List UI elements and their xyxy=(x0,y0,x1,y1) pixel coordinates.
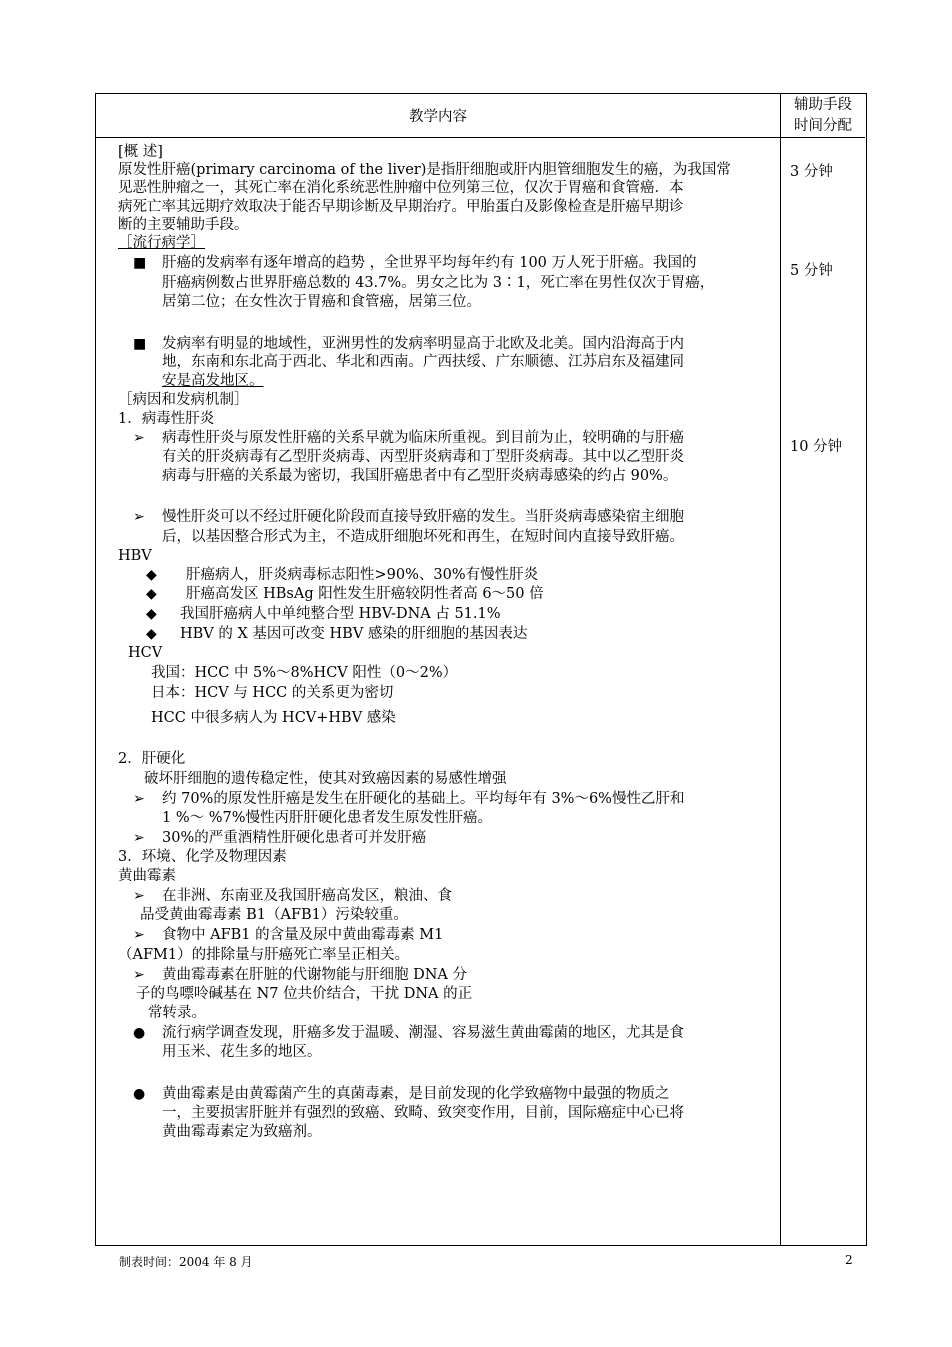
arrow-bullet-icon: ➢ xyxy=(133,830,145,846)
text-line: 地，东南和东北高于西北、华北和西南。广西扶绥、广东顺德、江苏启东及福建同 xyxy=(162,354,684,370)
arrow-bullet-icon: ➢ xyxy=(133,888,145,904)
footer-date: 制表时间：2004 年 8 月 xyxy=(119,1255,253,1269)
text-line: 肝癌高发区 HBsAg 阳性发生肝癌较阴性者高 6～50 倍 xyxy=(186,586,544,602)
text-line: 流行病学调查发现，肝癌多发于温暖、潮湿、容易滋生黄曲霉菌的地区，尤其是食 xyxy=(162,1025,684,1041)
arrow-bullet-icon: ➢ xyxy=(133,430,145,446)
text-line: 我国肝癌病人中单纯整合型 HBV-DNA 占 51.1% xyxy=(180,606,501,622)
content-header-label: 教学内容 xyxy=(409,109,467,125)
diamond-bullet-icon: ◆ xyxy=(146,567,157,583)
section-heading: ［病因和发病机制］ xyxy=(118,392,249,408)
dot-bullet-icon: ● xyxy=(133,1086,146,1102)
text-line: [概 述] xyxy=(118,144,163,160)
side-header xyxy=(781,94,865,138)
label-line: HCV xyxy=(128,645,163,661)
text-line: 肝癌病例数占世界肝癌总数的 43.7%。男女之比为 3∶1，死亡率在男性仅次于胃癌， xyxy=(162,275,715,291)
text-line: 病毒与肝癌的关系最为密切，我国肝癌患者中有乙型肝炎病毒感染的约占 90%。 xyxy=(162,468,678,484)
text-line: 肝癌病人，肝炎病毒标志阳性>90%、30%有慢性肝炎 xyxy=(186,567,539,583)
text-line: 用玉米、花生多的地区。 xyxy=(162,1044,322,1060)
side-header-label-2: 时间分配 xyxy=(794,118,852,134)
text-line: 病毒性肝炎与原发性肝癌的关系早就为临床所重视。到目前为止，较明确的与肝癌 xyxy=(162,430,684,446)
text-line: 黄曲霉毒素定为致癌剂。 xyxy=(162,1124,322,1140)
text-line: 我国：HCC 中 5%～8%HCV 阳性（0～2%） xyxy=(151,665,458,681)
text-line: 常转录。 xyxy=(148,1005,206,1021)
page-number: 2 xyxy=(845,1253,853,1267)
time-cell xyxy=(781,138,866,1245)
diamond-bullet-icon: ◆ xyxy=(146,586,157,602)
text-line: 居第二位；在女性次于胃癌和食管癌，居第三位。 xyxy=(162,294,481,310)
time-allocation: 5 分钟 xyxy=(790,263,833,279)
label-line: HBV xyxy=(118,548,152,564)
square-bullet-icon: ■ xyxy=(133,255,147,271)
dot-bullet-icon: ● xyxy=(133,1025,146,1041)
text-line: 黄曲霉素是由黄霉菌产生的真菌毒素，是目前发现的化学致癌物中最强的物质之 xyxy=(162,1086,670,1102)
text-line: 原发性肝癌(primary carcinoma of the liver)是指肝细胞或肝内胆管细胞发生的癌，为我国常 xyxy=(118,162,731,178)
diamond-bullet-icon: ◆ xyxy=(146,626,157,642)
arrow-bullet-icon: ➢ xyxy=(133,927,145,943)
side-header-label-1: 辅助手段 xyxy=(794,97,852,113)
text-line: 约 70%的原发性肝癌是发生在肝硬化的基础上。平均每年有 3%～6%慢性乙肝和 xyxy=(162,791,685,807)
section-heading: ［流行病学］ xyxy=(118,235,205,251)
text-line: 30%的严重酒精性肝硬化患者可并发肝癌 xyxy=(162,830,427,846)
content-header xyxy=(96,94,781,138)
diamond-bullet-icon: ◆ xyxy=(146,606,157,622)
square-bullet-icon: ■ xyxy=(133,336,147,352)
text-line: （AFM1）的排除量与肝癌死亡率呈正相关。 xyxy=(118,947,410,963)
text-line: 1 %～ %7%慢性丙肝肝硬化患者发生原发性肝癌。 xyxy=(162,810,493,826)
arrow-bullet-icon: ➢ xyxy=(133,509,145,525)
content-cell xyxy=(96,138,781,1245)
text-line: 破坏肝细胞的遗传稳定性，使其对致癌因素的易感性增强 xyxy=(144,771,507,787)
text-line: HBV 的 X 基因可改变 HBV 感染的肝细胞的基因表达 xyxy=(180,626,528,642)
label-line: 黄曲霉素 xyxy=(118,868,176,884)
text-line: 食物中 AFB1 的含量及尿中黄曲霉毒素 M1 xyxy=(162,927,444,943)
text-line: 子的鸟嘌呤碱基在 N7 位共价结合，干扰 DNA 的正 xyxy=(136,986,473,1002)
subsection-heading: 3．环境、化学及物理因素 xyxy=(118,849,287,865)
subsection-heading: 1．病毒性肝炎 xyxy=(118,411,215,427)
text-line: 后，以基因整合形式为主，不造成肝细胞坏死和再生，在短时间内直接导致肝癌。 xyxy=(162,529,684,545)
text-line: 在非洲、东南亚及我国肝癌高发区，粮油、食 xyxy=(162,888,452,904)
text-line: 一，主要损害肝脏并有强烈的致癌、致畸、致突变作用，目前，国际癌症中心已将 xyxy=(162,1105,684,1121)
text-line: 肝癌的发病率有逐年增高的趋势 ，全世界平均每年约有 100 万人死于肝癌。我国的 xyxy=(162,255,697,271)
text-line: 见恶性肿瘤之一，其死亡率在消化系统恶性肿瘤中位列第三位，仅次于胃癌和食管癌．本 xyxy=(118,180,684,196)
text-line: 品受黄曲霉毒素 B1（AFB1）污染较重。 xyxy=(140,907,408,923)
text-line: HCC 中很多病人为 HCV+HBV 感染 xyxy=(151,710,396,726)
subsection-heading: 2．肝硬化 xyxy=(118,751,186,767)
text-line: 病死亡率其远期疗效取决于能否早期诊断及早期治疗。甲胎蛋白及影像检查是肝癌早期诊 xyxy=(118,199,684,215)
text-line: 发病率有明显的地域性，亚洲男性的发病率明显高于北欧及北美。国内沿海高于内 xyxy=(162,336,684,352)
time-allocation: 10 分钟 xyxy=(790,439,843,455)
lesson-table xyxy=(95,93,867,1246)
text-line: 断的主要辅助手段。 xyxy=(118,217,249,233)
text-line: 安是高发地区。 xyxy=(162,373,264,389)
arrow-bullet-icon: ➢ xyxy=(133,791,145,807)
text-line: 有关的肝炎病毒有乙型肝炎病毒、丙型肝炎病毒和丁型肝炎病毒。其中以乙型肝炎 xyxy=(162,449,684,465)
text-line: 慢性肝炎可以不经过肝硬化阶段而直接导致肝癌的发生。当肝炎病毒感染宿主细胞 xyxy=(162,509,684,525)
time-allocation: 3 分钟 xyxy=(790,164,833,180)
text-line: 日本：HCV 与 HCC 的关系更为密切 xyxy=(151,685,394,701)
text-line: 黄曲霉毒素在肝脏的代谢物能与肝细胞 DNA 分 xyxy=(162,967,468,983)
arrow-bullet-icon: ➢ xyxy=(133,967,145,983)
